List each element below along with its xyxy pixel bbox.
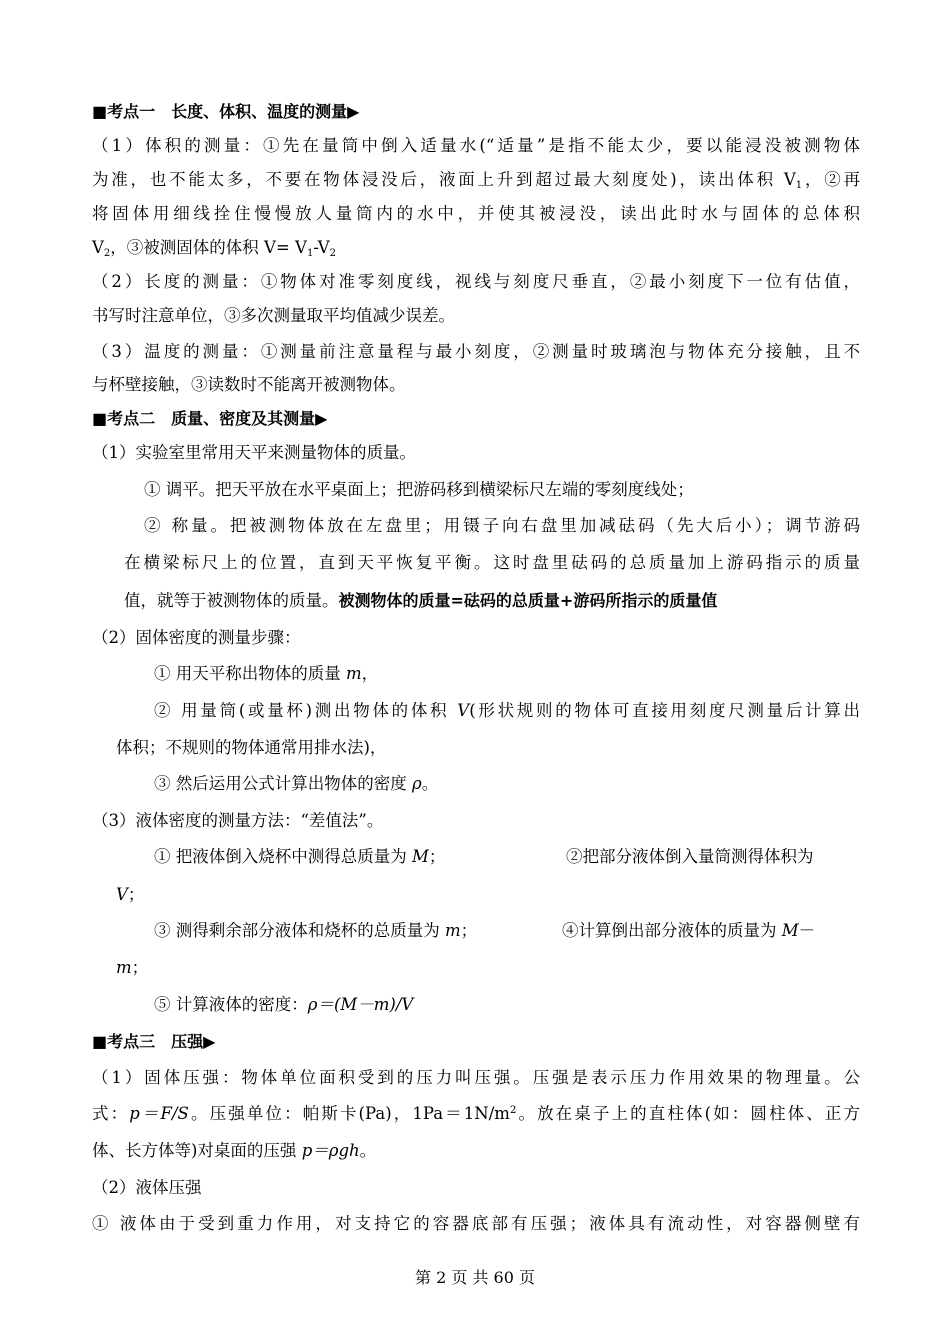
solid-density-title: （2）固体密度的测量步骤： bbox=[92, 628, 301, 647]
solid-step-1: ① 用天平称出物体的质量 m， bbox=[154, 664, 379, 683]
balance-step-1: ① 调平。把天平放在水平桌面上；把游码移到横梁标尺左端的零刻度线处； bbox=[144, 480, 694, 499]
liquid-step-2-cont: V； bbox=[116, 885, 145, 904]
paragraph-volume-line-4: $V_2$，③被测固体的体积 $V= V_1-V_2$ bbox=[92, 238, 336, 259]
paragraph-volume-line-2: 为准，也不能太多，不要在物体浸没后，液面上升到超过最大刻度处)，读出体积 $V_1$，②再 bbox=[92, 170, 860, 191]
balance-step-2-line-3: 值，就等于被测物体的质量。被测物体的质量=砝码的总质量+游码所指示的质量值 bbox=[124, 591, 718, 610]
liquid-step-4-cont: m； bbox=[116, 958, 149, 977]
solid-step-2-line-1: ② 用量筒(或量杯)测出物体的体积 V(形状规则的物体可直接用刻度尺测量后计算出 bbox=[154, 701, 860, 720]
liquid-step-2: ②把部分液体倒入量筒测得体积为 bbox=[566, 847, 814, 866]
balance-step-2-line-2: 在横梁标尺上的位置，直到天平恢复平衡。这时盘里砝码的总质量加上游码指示的质量 bbox=[124, 553, 860, 572]
balance-intro: （1）实验室里常用天平来测量物体的质量。 bbox=[92, 443, 416, 462]
paragraph-volume-line-3: 将固体用细线拴住慢慢放人量筒内的水中，并使其被浸没，读出此时水与固体的总体积 bbox=[92, 204, 860, 223]
section-heading-3: ■考点三 压强▶ bbox=[92, 1032, 216, 1051]
section-heading-2: ■考点二 质量、密度及其测量▶ bbox=[92, 409, 328, 428]
section-heading-1: ■考点一 长度、体积、温度的测量▶ bbox=[92, 102, 360, 121]
page-footer: 第 2 页 共 60 页 bbox=[415, 1268, 535, 1287]
pressure-solid-line-3: 体、长方体等)对桌面的压强 p＝ρgh。 bbox=[92, 1141, 377, 1160]
solid-step-2-line-2: 体积；不规则的物体通常用排水法)， bbox=[116, 738, 387, 757]
solid-step-3: ③ 然后运用公式计算出物体的密度 ρ。 bbox=[154, 774, 439, 793]
paragraph-temperature-line-1: （3）温度的测量：①测量前注意量程与最小刻度，②测量时玻璃泡与物体充分接触，且不 bbox=[92, 342, 861, 361]
liquid-step-3: ③ 测得剩余部分液体和烧杯的总质量为 m； bbox=[154, 921, 478, 940]
liquid-density-title: （3）液体密度的测量方法：“差值法”。 bbox=[92, 811, 384, 830]
pressure-solid-line-2: 式：p＝F/S。压强单位：帕斯卡(Pa)，$1Pa=1N/m^2$。放在桌子上的直柱体(如：圆柱体、正方 bbox=[92, 1104, 861, 1123]
liquid-step-1: ① 把液体倒入烧杯中测得总质量为 M； bbox=[154, 847, 446, 866]
paragraph-length-line-2: 书写时注意单位，③多次测量取平均值减少误差。 bbox=[92, 306, 455, 325]
balance-step-2-line-1: ② 称量。把被测物体放在左盘里；用镊子向右盘里加减砝码（先大后小）；调节游码 bbox=[144, 516, 860, 535]
liquid-step-5: ⑤ 计算液体的密度：ρ＝(M－m)/V bbox=[154, 995, 414, 1014]
pressure-liquid-line-1: ① 液体由于受到重力作用，对支持它的容器底部有压强；液体具有流动性，对容器侧壁有 bbox=[92, 1214, 860, 1233]
paragraph-length-line-1: （2）长度的测量：①物体对准零刻度线，视线与刻度尺垂直，②最小刻度下一位有估值， bbox=[92, 272, 861, 291]
paragraph-temperature-line-2: 与杯壁接触，③读数时不能离开被测物体。 bbox=[92, 375, 406, 394]
liquid-step-4: ④计算倒出部分液体的质量为 M－ bbox=[562, 921, 816, 940]
pressure-liquid-title: （2）液体压强 bbox=[92, 1178, 202, 1197]
paragraph-volume-line-1: （1）体积的测量：①先在量筒中倒入适量水(“适量”是指不能太少，要以能浸没被测物体 bbox=[92, 136, 860, 155]
mass-formula-bold: 被测物体的质量=砝码的总质量+游码所指示的质量值 bbox=[338, 591, 718, 610]
pressure-solid-line-1: （1）固体压强：物体单位面积受到的压力叫压强。压强是表示压力作用效果的物理量。公 bbox=[92, 1068, 860, 1087]
